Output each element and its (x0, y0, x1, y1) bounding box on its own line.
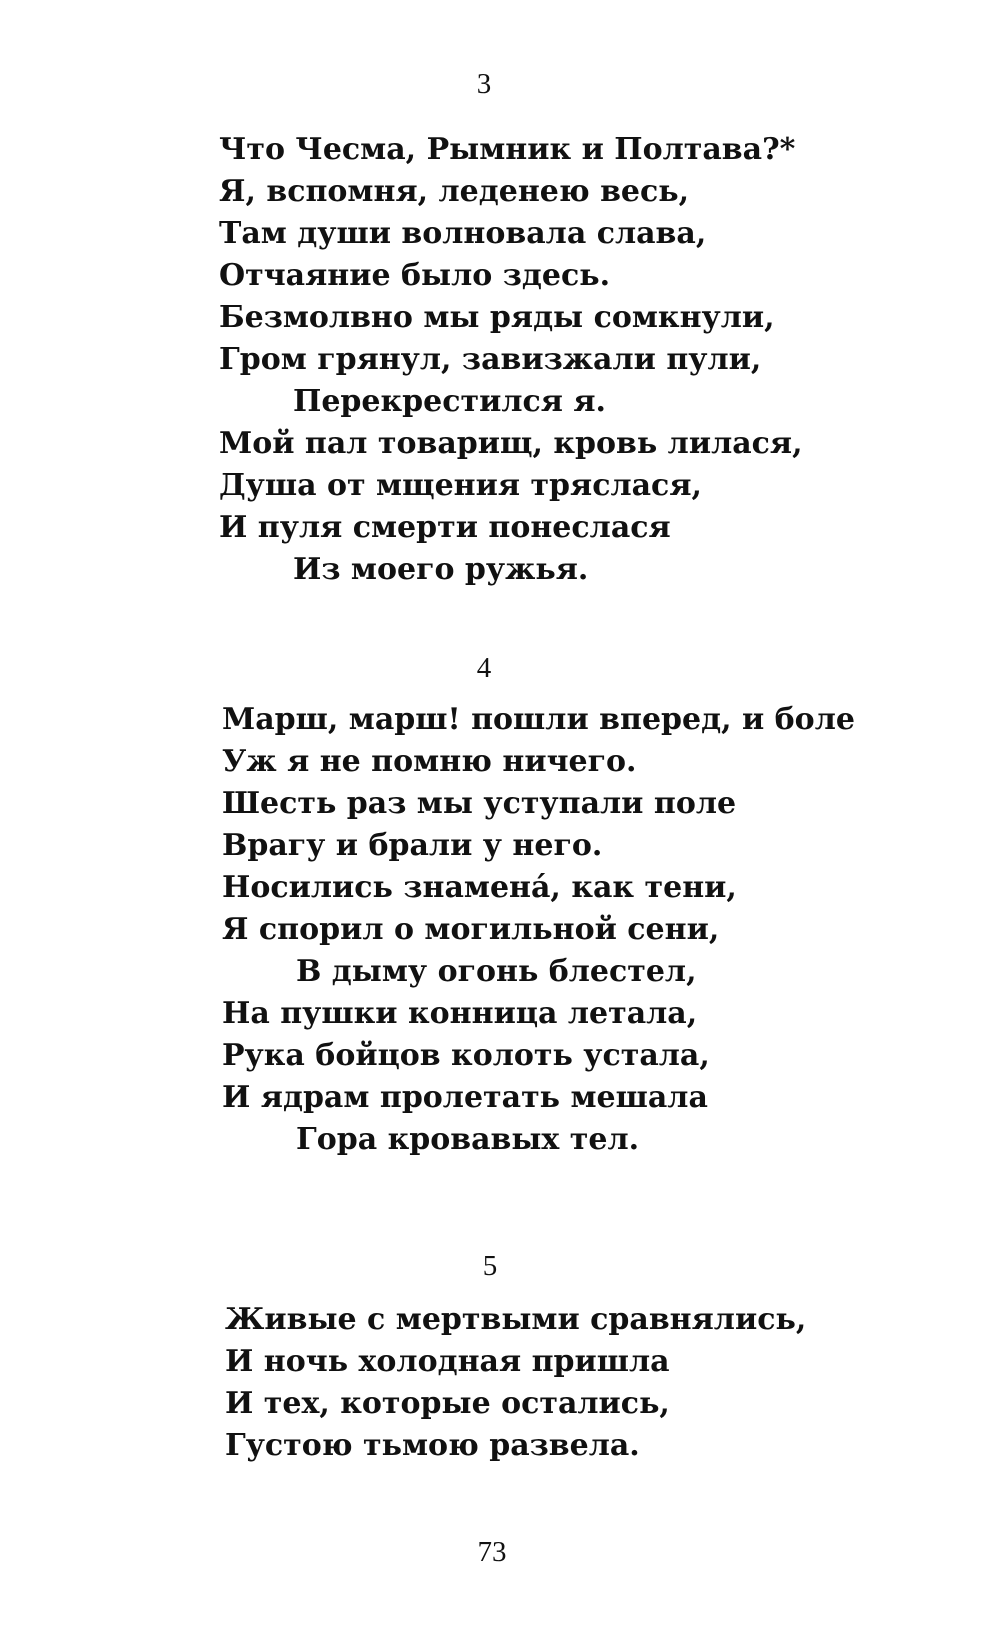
verse-line: Из моего ружья. (293, 552, 589, 587)
verse-line: И ночь холодная пришла (225, 1344, 670, 1379)
verse-line: В дыму огонь блестел, (296, 954, 697, 989)
stanza (219, 129, 979, 591)
verse-line: Безмолвно мы ряды сомкнули, (219, 300, 775, 335)
stanza (225, 1299, 985, 1467)
verse-line: Отчаяние было здесь. (219, 258, 611, 293)
verse-line: Мой пал товарищ, кровь лилася, (219, 426, 803, 461)
verse-line: Густою тьмою развела. (225, 1428, 640, 1463)
stanza-number: 5 (482, 1250, 498, 1282)
stanza-number: 3 (476, 68, 492, 100)
verse-line: И пуля смерти понеслася (219, 510, 671, 545)
stanza-number: 4 (476, 652, 492, 684)
verse-line: Носились знамена́, как тени, (222, 870, 737, 905)
verse-line: И ядрам пролетать мешала (222, 1080, 708, 1115)
page-number: 73 (477, 1536, 507, 1568)
verse-line: Марш, марш! пошли вперед, и боле (222, 702, 855, 737)
verse-line: Душа от мщения тряслася, (219, 468, 702, 503)
verse-line: Шесть раз мы уступали поле (222, 786, 737, 821)
verse-line: Уж я не помню ничего. (222, 744, 637, 779)
verse-line: И тех, которые остались, (225, 1386, 670, 1421)
verse-line: Что Чесма, Рымник и Полтава?* (219, 132, 796, 167)
stanza (222, 699, 982, 1161)
verse-line: Гора кровавых тел. (296, 1122, 640, 1157)
verse-line: Гром грянул, завизжали пули, (219, 342, 762, 377)
verse-line: Я, вспомня, леденею весь, (219, 174, 690, 209)
verse-line: На пушки конница летала, (222, 996, 698, 1031)
verse-line: Живые с мертвыми сравнялись, (225, 1302, 807, 1337)
verse-line: Врагу и брали у него. (222, 828, 603, 863)
verse-line: Перекрестился я. (293, 384, 606, 419)
verse-line: Там души волновала слава, (219, 216, 707, 251)
verse-line: Я спорил о могильной сени, (222, 912, 720, 947)
verse-line: Рука бойцов колоть устала, (222, 1038, 710, 1073)
